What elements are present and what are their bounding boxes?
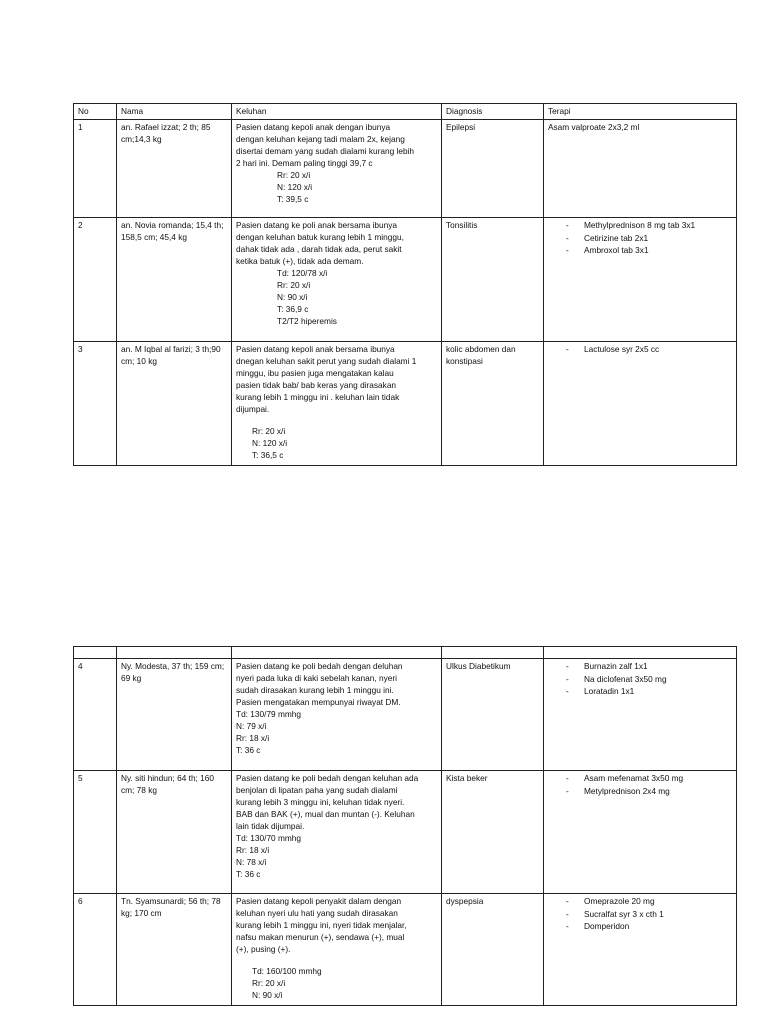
keluhan-line: ketika batuk (+), tidak ada demam. [236, 256, 364, 266]
therapy-item: Domperidon [584, 921, 630, 931]
therapy-item: Omeprazole 20 mg [584, 896, 655, 906]
table-row [74, 218, 737, 342]
keluhan-line: Pasien datang ke poli bedah dengan deluhan [236, 661, 403, 671]
list-item [548, 908, 732, 921]
keluhan-line: Rr: 18 x/i [236, 733, 270, 743]
cell-nama: an. Novia romanda; 15,4 th; 158,5 cm; 45,4 kg [117, 218, 232, 342]
cell-nama: Ny. Modesta, 37 th; 159 cm; 69 kg [117, 659, 232, 771]
keluhan-line: dijumpai. [236, 404, 270, 414]
list-item [548, 895, 732, 908]
header-cell [232, 647, 442, 659]
therapy-item: Cetirizine tab 2x1 [584, 232, 649, 243]
therapy-item: Lactulose syr 2x5 cc [584, 344, 660, 354]
spacer [236, 415, 437, 425]
cell-nama: an. Rafael izzat; 2 th; 85 cm;14,3 kg [117, 120, 232, 218]
therapy-list [548, 219, 732, 257]
cell-keluhan [232, 218, 442, 342]
keluhan-line: 2 hari ini. Demam paling tinggi 39,7 c [236, 158, 373, 168]
header-keluhan: Keluhan [232, 104, 442, 120]
vital-sign: N: 90 x/i [252, 990, 283, 1000]
keluhan-line: keluhan nyeri ulu hati yang sudah dirasakan [236, 908, 398, 918]
vital-sign: Rr: 20 x/i [252, 978, 286, 988]
keluhan-line: (+), pusing (+). [236, 944, 291, 954]
keluhan-line: dengan keluhan batuk kurang lebih 1 minggu, [236, 232, 404, 242]
header-no: No [74, 104, 117, 120]
therapy-item: Burnazin zalf 1x1 [584, 661, 648, 671]
therapy-item: Sucralfat syr 3 x cth 1 [584, 908, 664, 919]
cell-keluhan [232, 894, 442, 1006]
cell-diagnosis: Ulkus Diabetikum [442, 659, 544, 771]
header-cell [117, 647, 232, 659]
table-row [74, 342, 737, 466]
patient-table-2 [73, 646, 737, 1006]
vital-sign: N: 90 x/i [277, 292, 308, 302]
cell-terapi [544, 342, 737, 466]
table-row [74, 659, 737, 771]
cell-no: 2 [74, 218, 117, 342]
vital-sign: T: 39,5 c [277, 194, 309, 204]
table-row [74, 894, 737, 1006]
keluhan-line: kurang lebih 3 minggu ini, keluhan tidak nyeri. [236, 797, 405, 807]
cell-keluhan [232, 342, 442, 466]
keluhan-line: dengan keluhan kejang tadi malam 2x, kejang [236, 134, 405, 144]
keluhan-line: dahak tidak ada , darah tidak ada, perut sakit [236, 244, 402, 254]
keluhan-line: Td: 130/79 mmhg [236, 709, 302, 719]
therapy-item: Ambroxol tab 3x1 [584, 245, 649, 255]
dash-bullet: - [566, 908, 569, 919]
list-item [548, 673, 732, 686]
keluhan-line: sudah dirasakan kurang lebih 1 minggu ini. [236, 685, 394, 695]
list-item [548, 660, 732, 673]
cell-no: 4 [74, 659, 117, 771]
dash-bullet: - [566, 220, 569, 230]
therapy-item: Metylprednison 2x4 mg [584, 785, 670, 796]
keluhan-line: Pasien datang kepoli anak bersama ibunya [236, 344, 395, 354]
list-item [548, 343, 732, 356]
keluhan-line: lain tidak dijumpai. [236, 821, 305, 831]
therapy-list [548, 772, 732, 797]
table-row [74, 120, 737, 218]
dash-bullet: - [566, 245, 569, 255]
cell-no: 5 [74, 771, 117, 894]
list-item [548, 920, 732, 933]
vital-sign: N: 120 x/i [252, 438, 288, 448]
header-row [74, 647, 737, 659]
vital-sign: T2/T2 hiperemis [277, 316, 337, 326]
cell-keluhan [232, 659, 442, 771]
keluhan-line: T: 36 c [236, 745, 261, 755]
keluhan-line: nafsu makan menurun (+), sendawa (+), mual [236, 932, 405, 942]
therapy-item: Methylprednison 8 mg tab 3x1 [584, 220, 696, 230]
vital-sign: Rr: 20 x/i [277, 280, 311, 290]
cell-terapi [544, 894, 737, 1006]
vital-sign: Td: 160/100 mmhg [252, 966, 322, 976]
header-nama: Nama [117, 104, 232, 120]
vital-sign: Rr: 20 x/i [252, 426, 286, 436]
therapy-list [548, 343, 732, 356]
cell-nama: Ny. siti hindun; 64 th; 160 cm; 78 kg [117, 771, 232, 894]
cell-no: 6 [74, 894, 117, 1006]
keluhan-line: Pasien datang kepoli anak dengan ibunya [236, 122, 391, 132]
list-item [548, 785, 732, 798]
keluhan-line: nyeri pada luka di kaki sebelah kanan, nyeri [236, 673, 397, 683]
patient-table-1 [73, 103, 737, 466]
dash-bullet: - [566, 661, 569, 671]
keluhan-line: Pasien datang ke poli bedah dengan keluhan ada [236, 773, 419, 783]
list-item [548, 772, 732, 785]
keluhan-line: N: 78 x/i [236, 857, 267, 867]
vital-sign: T: 36,5 c [252, 450, 284, 460]
keluhan-line: Pasien mengatakan mempunyai riwayat DM. [236, 697, 401, 707]
therapy-item: Loratadin 1x1 [584, 686, 635, 696]
cell-keluhan [232, 120, 442, 218]
header-cell [544, 647, 737, 659]
dash-bullet: - [566, 773, 569, 783]
dash-bullet: - [566, 921, 569, 931]
keluhan-line: disertai demam yang sudah dialami kurang lebih [236, 146, 415, 156]
keluhan-line: N: 79 x/i [236, 721, 267, 731]
cell-no: 1 [74, 120, 117, 218]
cell-nama: Tn. Syamsunardi; 56 th; 78 kg; 170 cm [117, 894, 232, 1006]
cell-diagnosis: Epilepsi [442, 120, 544, 218]
header-cell [442, 647, 544, 659]
spacer [236, 955, 437, 965]
list-item [548, 219, 732, 232]
cell-diagnosis: Kista beker [442, 771, 544, 894]
table-row [74, 771, 737, 894]
keluhan-line: kurang lebih 1 minggu ini . keluhan lain tidak [236, 392, 400, 402]
list-item [548, 244, 732, 257]
header-terapi: Terapi [544, 104, 737, 120]
vital-sign: T: 36,9 c [277, 304, 309, 314]
list-item [548, 232, 732, 245]
cell-terapi [544, 771, 737, 894]
dash-bullet: - [566, 232, 569, 243]
dash-bullet: - [566, 785, 569, 796]
cell-no: 3 [74, 342, 117, 466]
vital-sign: N: 120 x/i [277, 182, 313, 192]
cell-terapi [544, 659, 737, 771]
cell-terapi [544, 218, 737, 342]
keluhan-line: BAB dan BAK (+), mual dan muntan (-). Keluhan [236, 809, 415, 819]
header-cell [74, 647, 117, 659]
keluhan-line: minggu, ibu pasien juga mengatakan kalau [236, 368, 394, 378]
cell-diagnosis: kolic abdomen dan konstipasi [442, 342, 544, 466]
keluhan-line: dnegan keluhan sakit perut yang sudah dialami 1 [236, 356, 417, 366]
keluhan-line: Pasien datang kepoli penyakit dalam dengan [236, 896, 402, 906]
cell-keluhan [232, 771, 442, 894]
keluhan-line: benjolan di lipatan paha yang sudah dialami [236, 785, 398, 795]
cell-terapi: Asam valproate 2x3,2 ml [544, 120, 737, 218]
keluhan-line: Pasien datang ke poli anak bersama ibunya [236, 220, 397, 230]
keluhan-line: T: 36 c [236, 869, 261, 879]
keluhan-line: kurang lebih 1 minggu ini, nyeri tidak menjalar, [236, 920, 407, 930]
list-item [548, 685, 732, 698]
dash-bullet: - [566, 673, 569, 684]
header-diagnosis: Diagnosis [442, 104, 544, 120]
cell-diagnosis: dyspepsia [442, 894, 544, 1006]
therapy-item: Na diclofenat 3x50 mg [584, 673, 667, 684]
header-row [74, 104, 737, 120]
cell-diagnosis: Tonsilitis [442, 218, 544, 342]
keluhan-line: pasien tidak bab/ bab keras yang dirasakan [236, 380, 397, 390]
vital-sign: Rr: 20 x/i [277, 170, 311, 180]
vital-sign: Td: 120/78 x/i [277, 268, 328, 278]
therapy-list [548, 895, 732, 933]
dash-bullet: - [566, 686, 569, 696]
keluhan-line: Rr: 18 x/i [236, 845, 270, 855]
therapy-item: Asam mefenamat 3x50 mg [584, 773, 684, 783]
therapy-list [548, 660, 732, 698]
dash-bullet: - [566, 344, 569, 354]
dash-bullet: - [566, 896, 569, 906]
keluhan-line: Td: 130/70 mmhg [236, 833, 302, 843]
cell-nama: an. M Iqbal al farizi; 3 th;90 cm; 10 kg [117, 342, 232, 466]
